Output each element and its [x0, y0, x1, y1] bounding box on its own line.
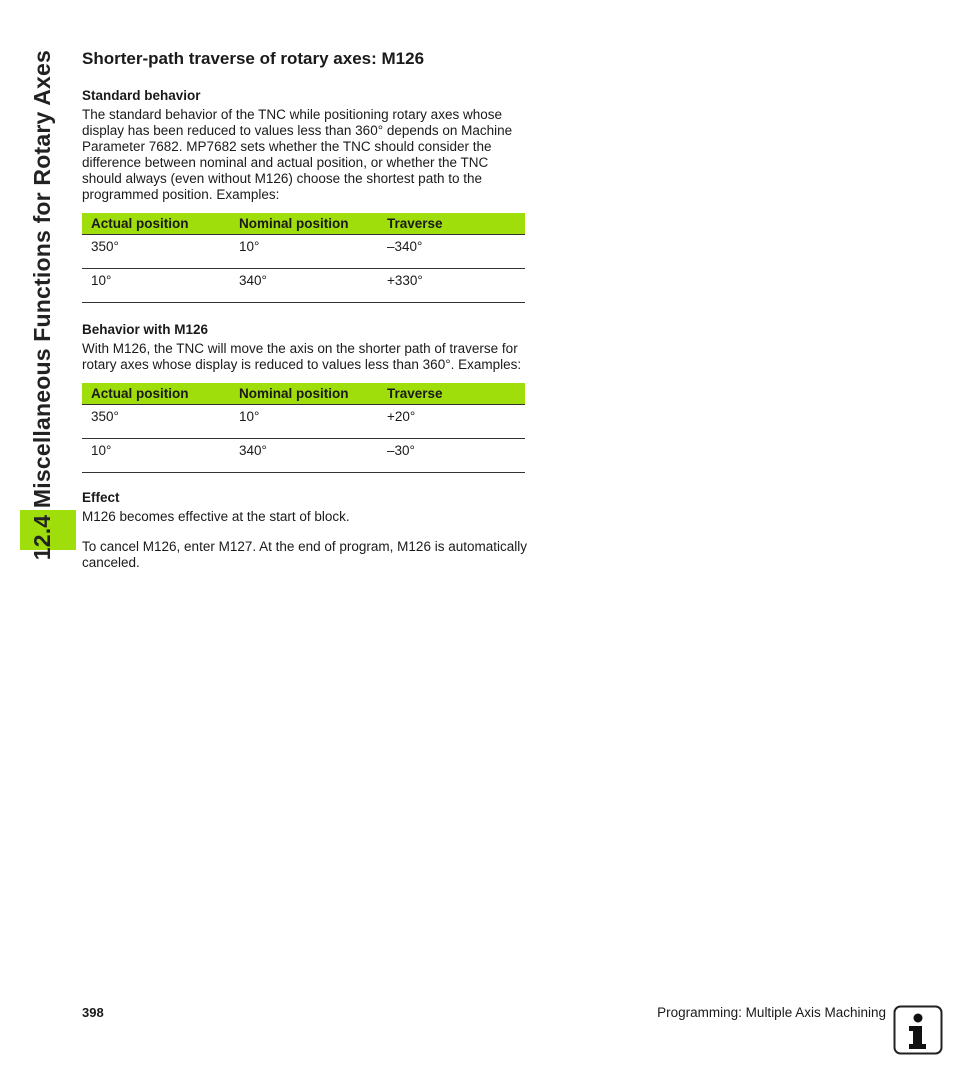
table-header-row [82, 213, 525, 235]
column-header: Nominal position [230, 213, 378, 235]
footer-title: Programming: Multiple Axis Machining [657, 1005, 886, 1020]
table-row [82, 405, 525, 439]
column-header: Actual position [82, 383, 230, 405]
info-icon [893, 1005, 943, 1055]
effect-text-2: To cancel M126, enter M127. At the end of program, M126 is automatically canceled. [82, 539, 527, 570]
effect-text-1: M126 becomes effective at the start of block. [82, 509, 350, 524]
table-row [82, 269, 525, 303]
table-header-row [82, 383, 525, 405]
table-cell: 10° [230, 235, 378, 269]
table-cell: –340° [378, 235, 525, 269]
m126-behavior-table [82, 383, 525, 473]
table-cell: 340° [230, 269, 378, 303]
effect-heading: Effect [82, 490, 120, 505]
table-cell: 10° [82, 439, 230, 473]
m126-behavior-heading: Behavior with M126 [82, 322, 209, 337]
table-cell: +330° [378, 269, 525, 303]
standard-behavior-heading: Standard behavior [82, 88, 201, 103]
table-cell: 10° [230, 405, 378, 439]
chapter-side-title [22, 50, 62, 605]
table-cell: 10° [82, 269, 230, 303]
table-cell: –30° [378, 439, 525, 473]
main-content [82, 48, 527, 571]
table-cell: +20° [378, 405, 525, 439]
chapter-title-text: 12.4 Miscellaneous Functions for Rotary Axes [29, 50, 55, 561]
table-row [82, 439, 525, 473]
column-header: Traverse [378, 383, 525, 405]
table-cell: 350° [82, 405, 230, 439]
table-cell: 350° [82, 235, 230, 269]
column-header: Traverse [378, 213, 525, 235]
section-title: Shorter-path traverse of rotary axes: M126 [82, 49, 425, 68]
column-header: Nominal position [230, 383, 378, 405]
standard-behavior-text: The standard behavior of the TNC while positioning rotary axes whose display has been reduced to values less than 360° depends on Machine Parameter 7682. MP7682 sets whether the TNC should consider the difference between nominal and actual position, or whether the TNC should always (even without M126) choose the shortest path to the programmed position. Examples: [82, 107, 513, 202]
table-row [82, 235, 525, 269]
page-number: 398 [82, 1005, 104, 1020]
m126-behavior-text: With M126, the TNC will move the axis on the shorter path of traverse for rotary axes whose display is reduced to values less than 360°. Examples: [82, 341, 522, 372]
column-header: Actual position [82, 213, 230, 235]
table-cell: 340° [230, 439, 378, 473]
standard-behavior-table [82, 213, 525, 303]
